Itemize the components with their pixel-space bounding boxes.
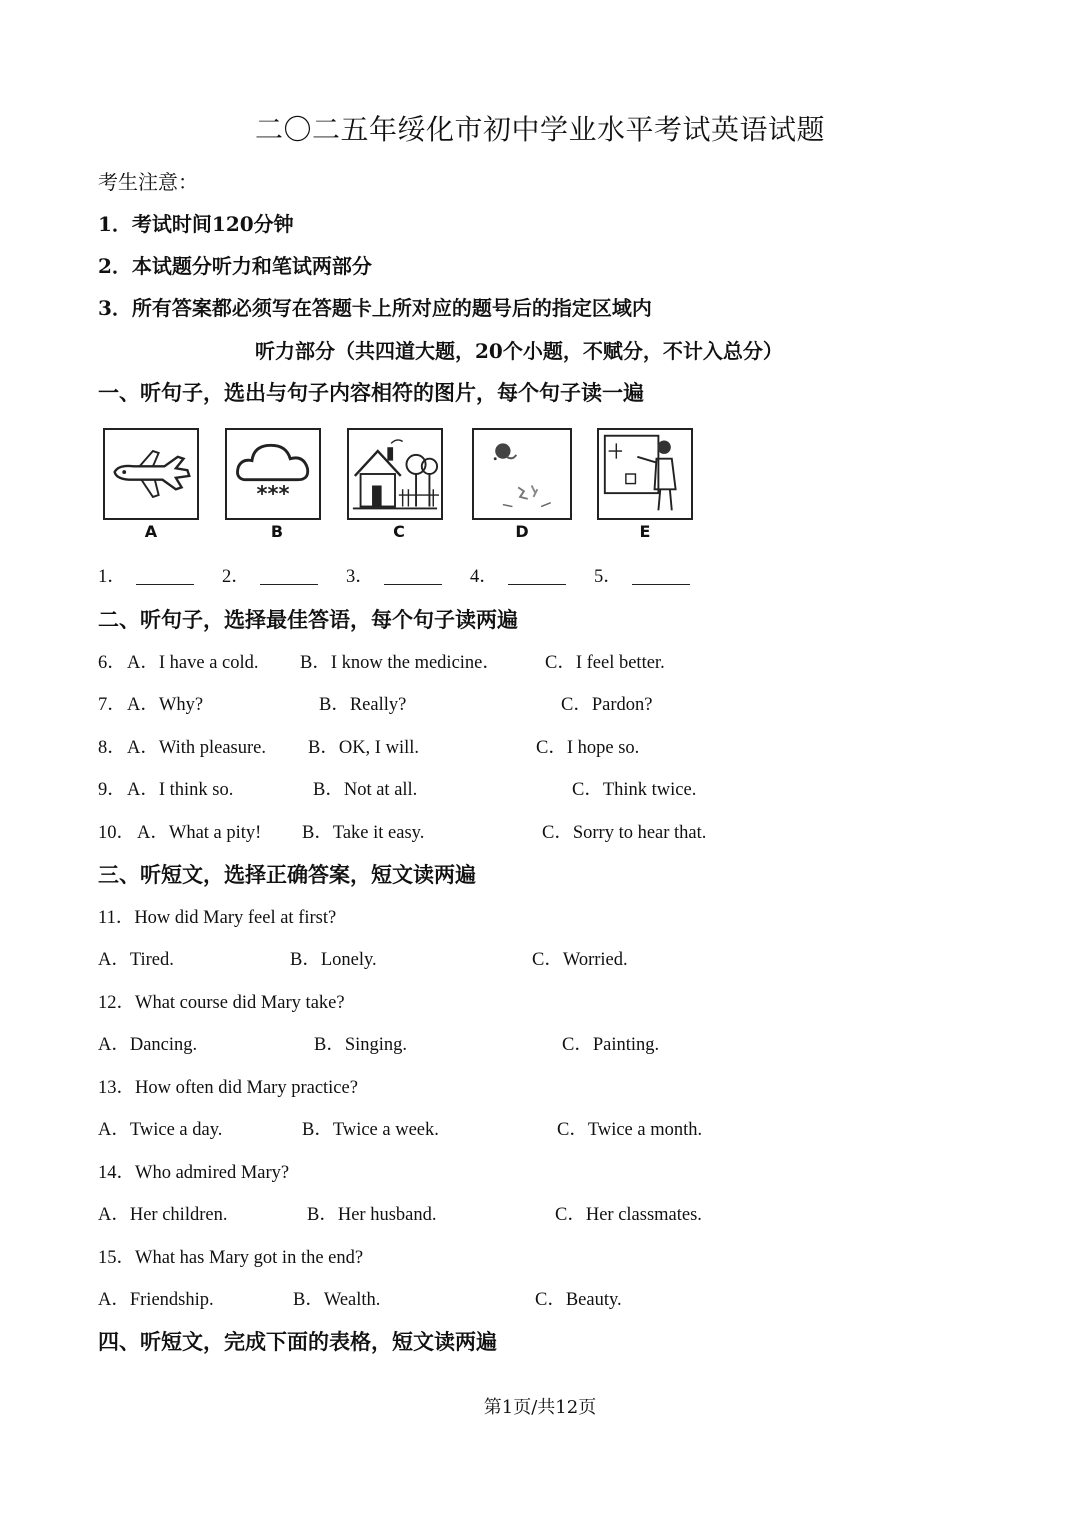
- answer-blank-5[interactable]: 5．: [594, 562, 690, 588]
- question-text: 14．Who admired Mary?: [98, 1163, 290, 1183]
- question-number: 6．: [98, 653, 126, 673]
- picture-label: C: [393, 522, 405, 541]
- notice-item: 1．考试时间120分钟: [98, 212, 294, 236]
- option-b[interactable]: B．Wealth.: [293, 1290, 381, 1310]
- question-text: 12．What course did Mary take?: [98, 993, 345, 1013]
- question-text: 11．How did Mary feel at first?: [98, 908, 337, 928]
- option-a[interactable]: A．I have a cold.: [127, 653, 259, 673]
- option-a[interactable]: A．Friendship.: [98, 1290, 214, 1310]
- notice-heading: 考生注意：: [98, 170, 198, 194]
- option-b[interactable]: B．Take it easy.: [302, 823, 425, 843]
- answer-blank-4[interactable]: 4．: [470, 562, 566, 588]
- option-b[interactable]: B．Lonely.: [290, 950, 377, 970]
- option-c[interactable]: C．Twice a month.: [557, 1120, 703, 1140]
- boy-playing-icon: [472, 428, 572, 520]
- option-c[interactable]: C．Beauty.: [535, 1290, 622, 1310]
- teacher-blackboard-icon: [597, 428, 693, 520]
- option-b[interactable]: B．Not at all.: [313, 780, 418, 800]
- section1-heading: 一、听句子，选出与句子内容相符的图片，每个句子读一遍: [98, 380, 644, 405]
- svg-text:***: ***: [256, 480, 290, 506]
- picture-label: E: [639, 522, 651, 541]
- blank-line[interactable]: [136, 566, 194, 585]
- notice-item: 3．所有答案都必须写在答题卡上所对应的题号后的指定区域内: [98, 296, 652, 320]
- option-b[interactable]: B．Singing.: [314, 1035, 408, 1055]
- option-c[interactable]: C．Sorry to hear that.: [542, 823, 707, 843]
- option-c[interactable]: C．Worried.: [532, 950, 628, 970]
- section4-heading: 四、听短文，完成下面的表格，短文读两遍: [98, 1329, 497, 1354]
- listening-header: 听力部分（共四道大题，20个小题，不赋分，不计入总分）: [255, 339, 783, 363]
- blank-line[interactable]: [632, 566, 690, 585]
- page-footer: 第1页/共12页: [483, 1397, 597, 1418]
- option-a[interactable]: A．Her children.: [98, 1205, 228, 1225]
- option-a[interactable]: A．Why?: [127, 695, 204, 715]
- question-number: 10．: [98, 823, 136, 843]
- snow-cloud-icon: [225, 428, 321, 520]
- option-a[interactable]: A．With pleasure.: [127, 738, 266, 758]
- question-number: 7．: [98, 695, 126, 715]
- picture-label: B: [270, 522, 284, 541]
- option-b[interactable]: B．OK, I will.: [308, 738, 420, 758]
- option-a[interactable]: A．What a pity!: [137, 823, 262, 843]
- section2-heading: 二、听句子，选择最佳答语，每个句子读两遍: [98, 607, 518, 632]
- question-number: 8．: [98, 738, 126, 758]
- notice-item: 2．本试题分听力和笔试两部分: [98, 254, 372, 278]
- answer-blank-2[interactable]: 2．: [222, 562, 318, 588]
- option-a[interactable]: A．Twice a day.: [98, 1120, 223, 1140]
- section3-heading: 三、听短文，选择正确答案，短文读两遍: [98, 862, 476, 887]
- option-b[interactable]: B．Really?: [319, 695, 407, 715]
- airplane-icon: [103, 428, 199, 520]
- answer-blank-1[interactable]: 1．: [98, 562, 194, 588]
- picture-label: D: [515, 522, 529, 541]
- option-b[interactable]: B．I know the medicine．: [300, 653, 501, 673]
- question-number: 9．: [98, 780, 126, 800]
- option-b[interactable]: B．Twice a week.: [302, 1120, 439, 1140]
- option-b[interactable]: B．Her husband.: [307, 1205, 437, 1225]
- blank-line[interactable]: [260, 566, 318, 585]
- question-text: 15．What has Mary got in the end?: [98, 1248, 364, 1268]
- option-c[interactable]: C．Pardon?: [561, 695, 653, 715]
- answer-blank-3[interactable]: 3．: [346, 562, 442, 588]
- house-trees-icon: [347, 428, 443, 520]
- option-c[interactable]: C．Painting.: [562, 1035, 660, 1055]
- option-a[interactable]: A．I think so.: [127, 780, 234, 800]
- question-text: 13．How often did Mary practice?: [98, 1078, 358, 1098]
- option-c[interactable]: C．I feel better.: [545, 653, 665, 673]
- option-a[interactable]: A．Tired.: [98, 950, 174, 970]
- page-title: 二〇二五年绥化市初中学业水平考试英语试题: [254, 113, 825, 146]
- option-c[interactable]: C．Her classmates.: [555, 1205, 702, 1225]
- picture-label: A: [144, 522, 158, 541]
- option-c[interactable]: C．Think twice.: [572, 780, 697, 800]
- blank-line[interactable]: [384, 566, 442, 585]
- option-c[interactable]: C．I hope so.: [536, 738, 640, 758]
- option-a[interactable]: A．Dancing.: [98, 1035, 198, 1055]
- blank-line[interactable]: [508, 566, 566, 585]
